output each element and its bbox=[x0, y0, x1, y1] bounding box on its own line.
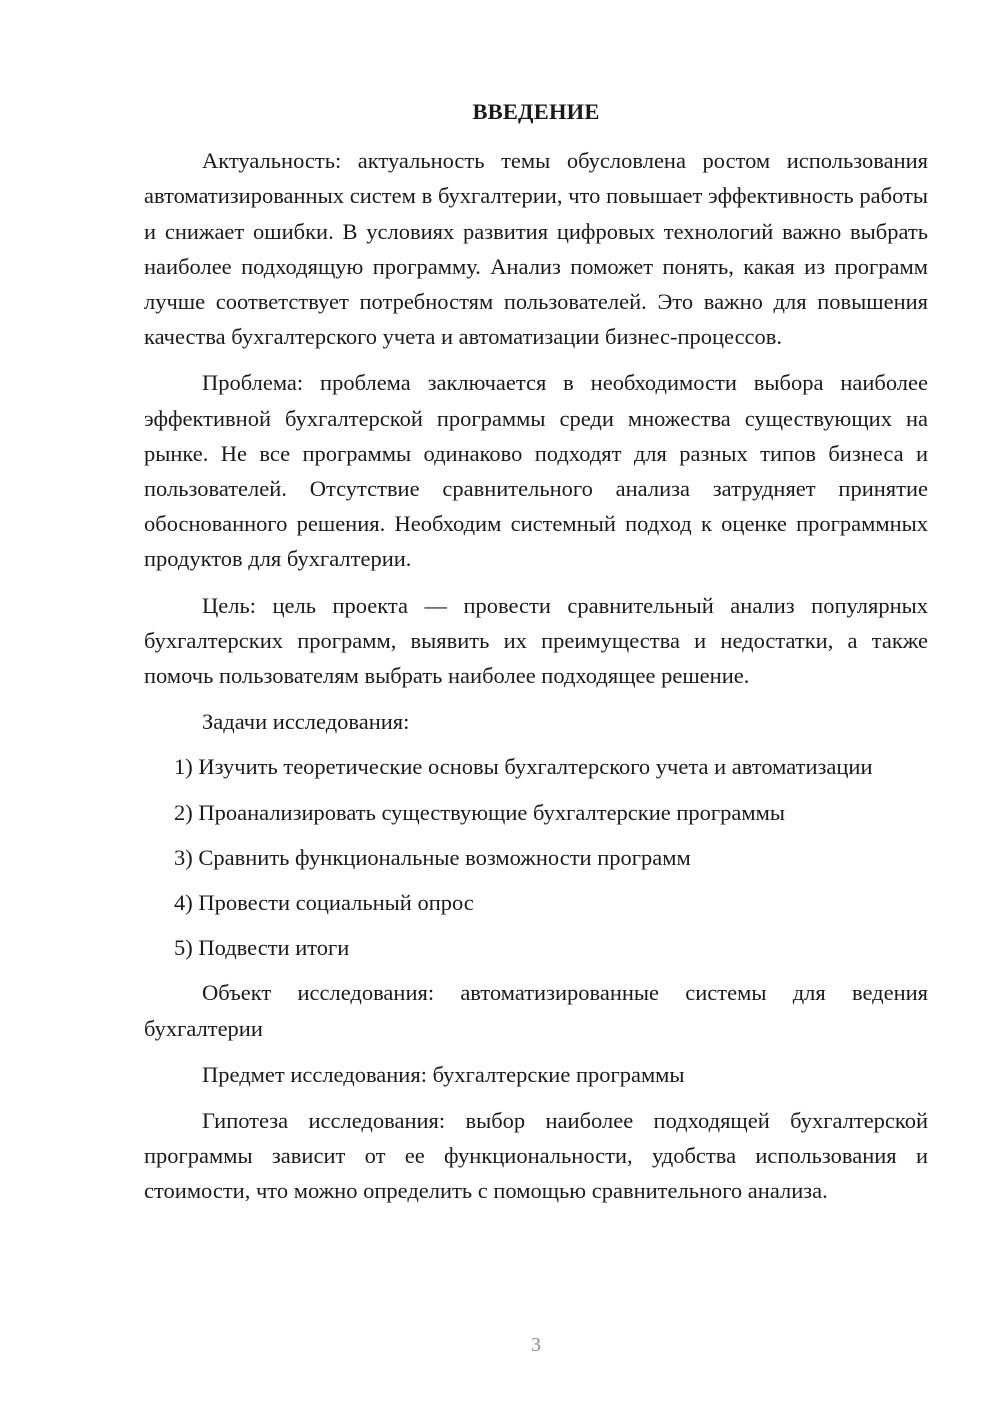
task-item: 3) Сравнить функциональные возможности программ bbox=[174, 844, 691, 870]
tasks-list bbox=[144, 749, 928, 965]
task-item: 4) Провести социальный опрос bbox=[174, 890, 474, 916]
relevance-paragraph: Актуальность: актуальность темы обусловлена ростом использования автоматизированных систем в бухгалтерии, что повышает эффективность работы и снижает ошибки. В условиях развития цифровых технологий важно выбрать наиболее подходящую программу. Анализ поможет понять, какая из программ лучше соответствует потребностям пользователей. Это важно для повышения качества бухгалтерского учета и автоматизации бизнес-процессов. bbox=[144, 148, 928, 350]
object-paragraph: Объект исследования: автоматизированные системы для ведения бухгалтерии bbox=[144, 980, 928, 1041]
goal-paragraph: Цель: цель проекта — провести сравнительный анализ популярных бухгалтерских программ, выявить их преимущества и недостатки, а также помочь пользователям выбрать наиболее подходящее решение. bbox=[144, 592, 928, 689]
subject-paragraph: Предмет исследования: бухгалтерские программы bbox=[202, 1061, 685, 1087]
section-heading: ВВЕДЕНИЕ bbox=[472, 99, 600, 124]
page-number: 3 bbox=[531, 1334, 541, 1356]
tasks-title: Задачи исследования: bbox=[202, 709, 410, 735]
problem-paragraph: Проблема: проблема заключается в необходимости выбора наиболее эффективной бухгалтерской программы среди множества существующих на рынке. Не все программы одинаково подходят для разных типов бизнеса и пользователей. Отсутствие сравнительного анализа затрудняет принятие обоснованного решения. Необходим системный подход к оценке программных продуктов для бухгалтерии. bbox=[144, 370, 928, 572]
task-item: 1) Изучить теоретические основы бухгалтерского учета и автоматизации bbox=[174, 754, 873, 780]
page-content bbox=[144, 94, 928, 1220]
task-item: 2) Проанализировать существующие бухгалтерские программы bbox=[174, 799, 785, 825]
task-item: 5) Подвести итоги bbox=[174, 935, 350, 961]
hypothesis-paragraph: Гипотеза исследования: выбор наиболее подходящей бухгалтерской программы зависит от ее функциональности, удобства использования и стоимости, что можно определить с помощью сравнительного анализа. bbox=[144, 1108, 928, 1204]
